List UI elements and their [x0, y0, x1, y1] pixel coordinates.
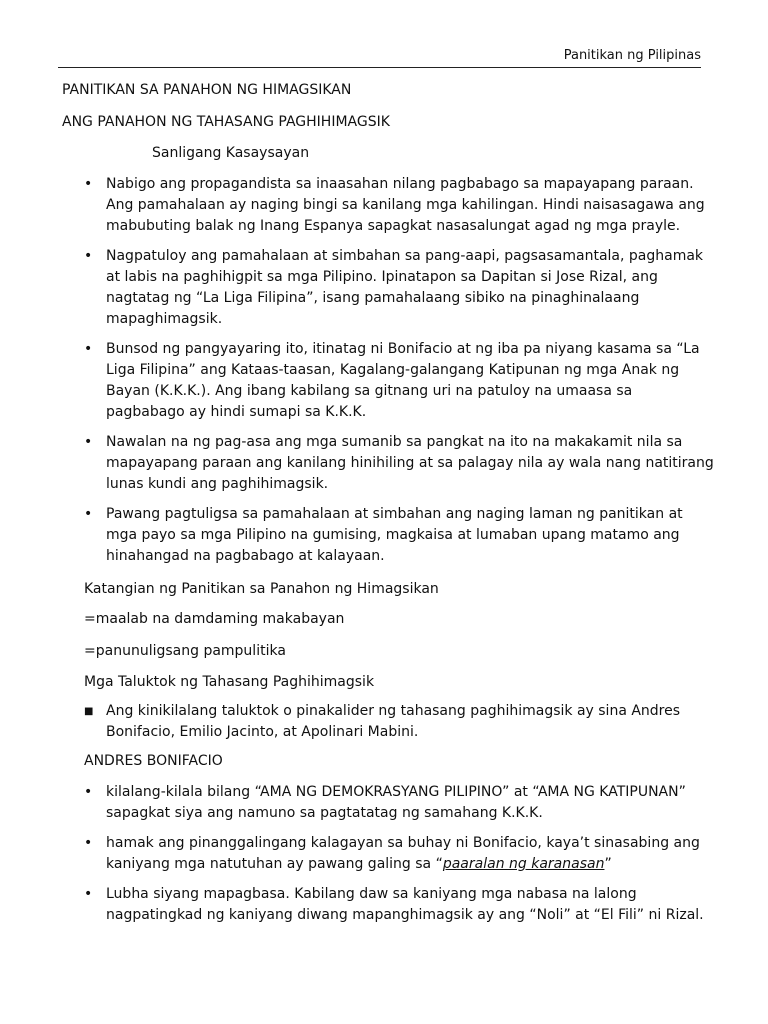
bonifacio-heading: ANDRES BONIFACIO: [84, 753, 223, 769]
list-item: [84, 174, 714, 237]
list-item-text: Pawang pagtuligsa sa pamahalaan at simbahan ang naging laman ng panitikan at mga payo sa mga Pilipino na gumising, magkaisa at lumaban upang matamo ang hinahangad na pagbabago at kalayaan.: [106, 506, 683, 564]
square-bullet-icon: ■: [84, 706, 94, 717]
list-item: [84, 884, 714, 926]
characteristic-item: =panunuligsang pampulitika: [84, 643, 286, 659]
bullet-dot-icon: •: [84, 784, 93, 800]
list-item-text: hamak ang pinanggalingang kalagayan sa buhay ni Bonifacio, kaya’t sinasabing ang kaniyang mga natutuhan ay pawang galing sa “: [106, 835, 700, 872]
list-item: [84, 701, 714, 743]
list-item: [84, 782, 714, 824]
bonifacio-list: [84, 782, 714, 926]
bullet-dot-icon: •: [84, 835, 93, 851]
bullet-dot-icon: •: [84, 886, 93, 902]
list-item-text: Bunsod ng pangyayaring ito, itinatag ni Bonifacio at ng iba pa niyang kasama sa “La Liga Filipina” ang Kataas-taasan, Kagalang-galangang Katipunan ng mga Anak ng Bayan (K.K.K.). Ang ibang kabilang sa gitnang uri na patuloy na umaasa sa pagbabago ay hindi sumapi sa K.K.K.: [106, 341, 700, 420]
list-item-text: Nabigo ang propagandista sa inaasahan nilang pagbabago sa mapayapang paraan. Ang pamahalaan ay naging bingi sa kanilang mga kahilingan. Hindi naisasagawa ang mabubuting balak ng Inang Espanya sapagkat nasasalungat agad ng mga prayle.: [106, 176, 705, 234]
list-item: [84, 504, 714, 567]
bullet-dot-icon: •: [84, 506, 93, 522]
list-item-text: Nagpatuloy ang pamahalaan at simbahan sa pang-aapi, pagsasamantala, paghamak at labis na paghihigpit sa mga Pilipino. Ipinatapon sa Dapitan si Jose Rizal, ang nagtatag ng “La Liga Filipina”, isang pamahalaang sibiko na pinaghinalaang mapaghimagsik.: [106, 248, 704, 327]
figures-list: [84, 701, 714, 743]
emphasized-phrase: paaralan ng karanasan: [442, 856, 605, 872]
bullet-dot-icon: •: [84, 176, 93, 192]
background-list: [84, 174, 714, 567]
closing-quote: ”: [604, 856, 612, 872]
running-header: Panitikan ng Pilipinas: [58, 46, 701, 68]
list-item-text: Nawalan na ng pag-asa ang mga sumanib sa pangkat na ito na makakamit nila sa mapayapang paraan ang kanilang hinihiling at sa palagay nila ay wala nang natitirang lunas kundi ang paghihimagsik.: [106, 434, 714, 492]
list-item: [84, 246, 714, 330]
list-item: [84, 432, 714, 495]
main-heading: PANITIKAN SA PANAHON NG HIMAGSIKAN: [62, 82, 352, 98]
characteristic-item: =maalab na damdaming makabayan: [84, 611, 345, 627]
list-item-text: kilalang-kilala bilang “AMA NG DEMOKRASYANG PILIPINO” at “AMA NG KATIPUNAN” sapagkat siya ang namuno sa pagtatatag ng samahang K.K.K.: [106, 784, 686, 821]
bullet-dot-icon: •: [84, 434, 93, 450]
figures-heading: Mga Taluktok ng Tahasang Paghihimagsik: [84, 674, 375, 690]
list-item: [84, 833, 714, 875]
list-item-text: Lubha siyang mapagbasa. Kabilang daw sa kaniyang mga nabasa na lalong nagpatingkad ng kaniyang diwang mapanghimagsik ay ang “Noli” at “El Fili” ni Rizal.: [106, 886, 704, 923]
bullet-dot-icon: •: [84, 248, 93, 264]
bullet-dot-icon: •: [84, 341, 93, 357]
subheading-background: Sanligang Kasaysayan: [152, 145, 310, 161]
characteristics-heading: Katangian ng Panitikan sa Panahon ng Himagsikan: [84, 581, 439, 597]
list-item-text: Ang kinikilalang taluktok o pinakalider ng tahasang paghihimagsik ay sina Andres Bonifacio, Emilio Jacinto, at Apolinari Mabini.: [106, 703, 681, 740]
list-item: [84, 339, 714, 423]
section-heading: ANG PANAHON NG TAHASANG PAGHIHIMAGSIK: [62, 114, 390, 130]
